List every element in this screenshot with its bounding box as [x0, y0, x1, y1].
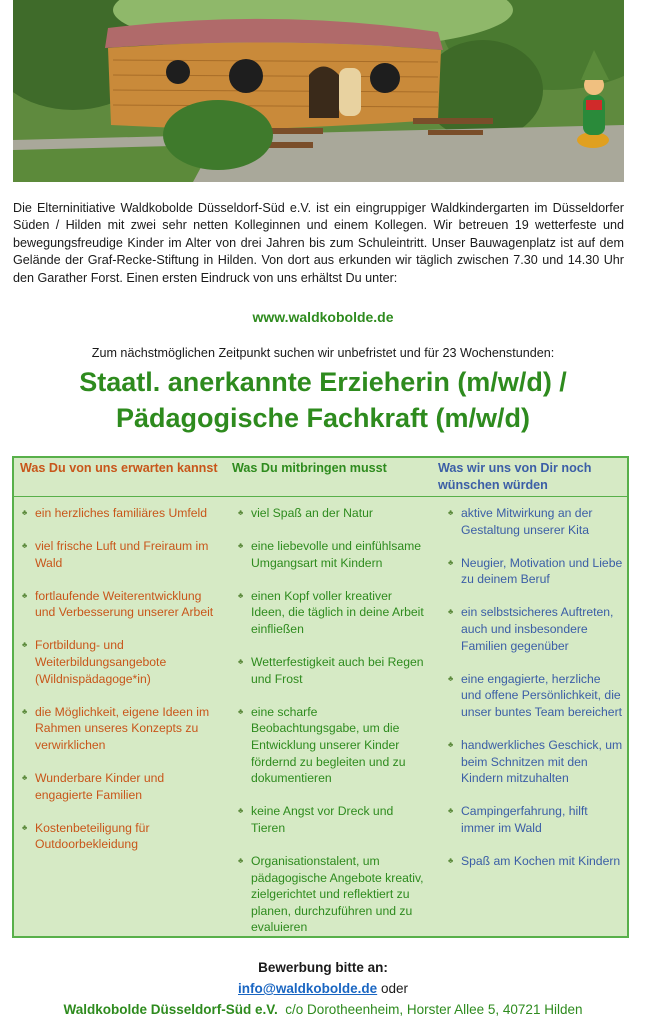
list-item: ♣ ein selbstsicheres Auftreten, auch und insbesondere Familien gegenüber: [444, 604, 623, 654]
email-or: oder: [377, 981, 408, 996]
requirements-list: [226, 495, 432, 936]
list-item: ♣ eine engagierte, herzliche und offene Persönlichkeit, die unser buntes Team bereichert: [444, 671, 623, 721]
column-heading: Was Du mitbringen musst: [232, 461, 387, 475]
email-link[interactable]: info@waldkobolde.de: [238, 981, 378, 996]
list-item: ♣ handwerkliches Geschick, um beim Schnitzen mit den Kindern mitzuhalten: [444, 737, 623, 787]
list-item: ♣ Campingerfahrung, hilft immer im Wald: [444, 803, 623, 836]
list-item: ♣ Organisationstalent, um pädagogische Angebote kreativ, zielgerichtet und reflektiert zu planen, durchzuführen und zu evaluieren: [234, 853, 428, 936]
list-item: ♣ die Möglichkeit, eigene Ideen im Rahmen unseres Konzepts zu verwirklichen: [18, 704, 222, 754]
list-item: ♣ keine Angst vor Dreck und Tieren: [234, 803, 428, 836]
list-item: ♣ viel frische Luft und Freiraum im Wald: [18, 538, 222, 571]
website-link[interactable]: www.waldkobolde.de: [252, 309, 394, 325]
column-wishes: [432, 458, 627, 886]
wishes-list: [432, 495, 627, 870]
column-we-offer: [14, 458, 226, 869]
list-item: ♣ Wetterfestigkeit auch bei Regen und Frost: [234, 654, 428, 687]
list-item: ♣ Neugier, Motivation und Liebe zu deinem Beruf: [444, 555, 623, 588]
list-item: ♣ aktive Mitwirkung an der Gestaltung unserer Kita: [444, 505, 623, 538]
column-heading: Was wir uns von Dir noch wünschen würden: [438, 461, 592, 492]
list-item: ♣ viel Spaß an der Natur: [234, 505, 428, 522]
column-heading: Was Du von uns erwarten kannst: [20, 461, 218, 475]
list-item: ♣ einen Kopf voller kreativer Ideen, die täglich in deine Arbeit einfließen: [234, 588, 428, 638]
header-photo: [13, 0, 624, 182]
search-text: Zum nächstmöglichen Zeitpunkt suchen wir unbefristet und für 23 Wochenstunden:: [91, 346, 555, 360]
list-item: ♣ fortlaufende Weiterentwicklung und Verbesserung unserer Arbeit: [18, 588, 222, 621]
org-name: Waldkobolde Düsseldorf-Süd e.V.: [63, 1002, 278, 1017]
intro-paragraph: Die Elterninitiative Waldkobolde Düsseldorf-Süd e.V. ist ein eingruppiger Waldkindergarten im Düsseldorfer Süden / Hilden mit zwei sehr netten Kolleginnen und einem Kollegen. Wir betreuen 19 wetterfeste und bewegungsfreudige Kinder im Alter von drei Jahren bis zum Schuleintritt. Unser Bauwagenplatz ist auf dem Gelände der Graf-Recke-Stiftung in Hilden. Von dort aus erkunden wir täglich zwischen 7.30 und 14.30 Uhr den Garather Forst. Einen ersten Eindruck von uns erhältst Du unter:: [13, 201, 624, 285]
list-item: ♣ eine scharfe Beobachtungsgabe, um die Entwicklung unserer Kinder fördernd zu begleiten und zu dokumentieren: [234, 704, 428, 787]
apply-heading: Bewerbung bitte an:: [258, 960, 388, 975]
list-item: ♣ ein herzliches familiäres Umfeld: [18, 505, 222, 522]
list-item: ♣ Spaß am Kochen mit Kindern: [444, 853, 623, 870]
job-title-line2: Pädagogische Fachkraft (m/w/d): [115, 403, 531, 433]
wagon-scene-illustration: [13, 0, 624, 182]
list-item: ♣ Fortbildung- und Weiterbildungsangebote (Wildnispädagoge*in): [18, 637, 222, 687]
list-item: ♣ eine liebevolle und einfühlsame Umgangsart mit Kindern: [234, 538, 428, 571]
list-item: ♣ Kostenbeteiligung für Outdoorbekleidung: [18, 820, 222, 853]
list-item: ♣ Wunderbare Kinder und engagierte Familien: [18, 770, 222, 803]
column-requirements: [226, 458, 432, 952]
org-address: c/o Dorotheenheim, Horster Allee 5, 40721 Hilden: [277, 1002, 583, 1017]
job-title-line1: Staatl. anerkannte Erzieherin (m/w/d) /: [79, 367, 567, 397]
offer-table: [12, 456, 629, 938]
job-title: [0, 364, 646, 436]
offer-list: [14, 495, 226, 853]
address-line: [0, 1002, 646, 1017]
email-line: [0, 981, 646, 996]
